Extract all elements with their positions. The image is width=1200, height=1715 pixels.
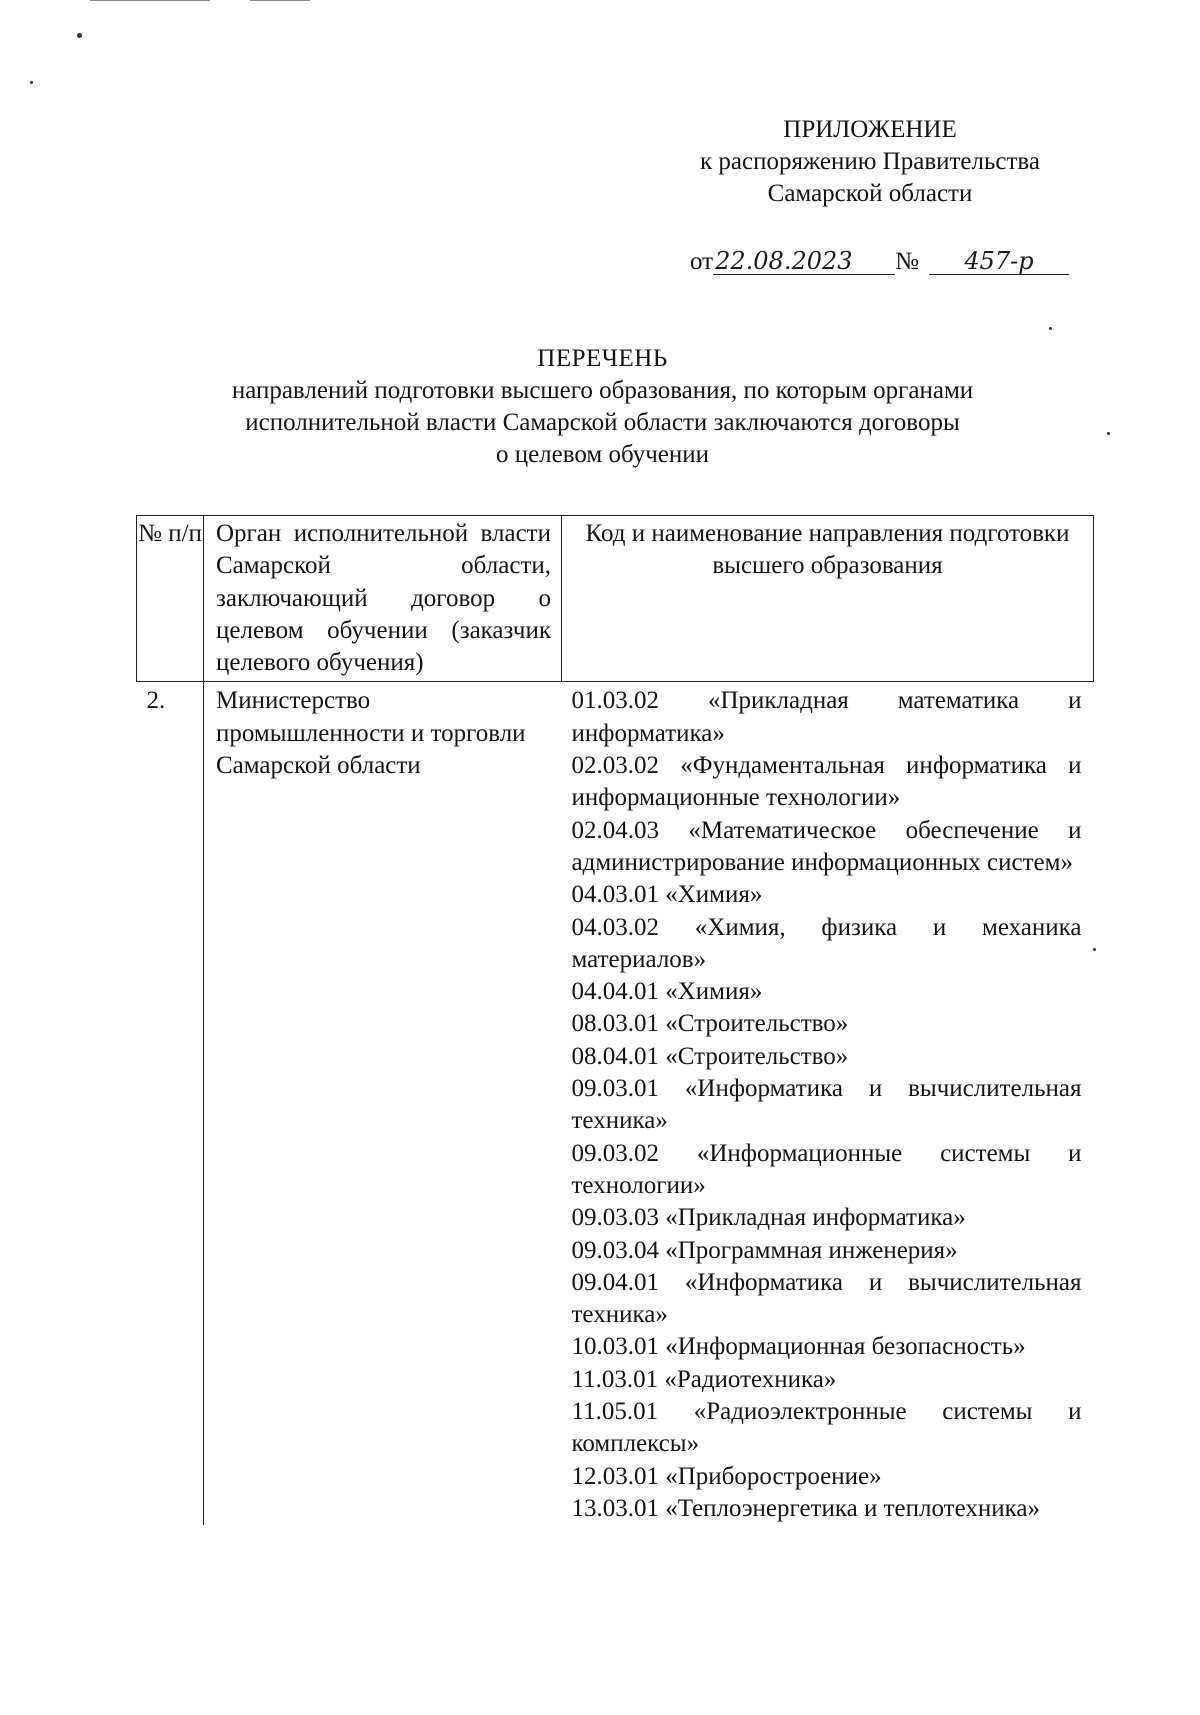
- row-organ: Министерство промышленности и торговли Самарской области: [216, 687, 526, 780]
- appendix-line: Самарской области: [767, 180, 973, 207]
- decree-number-label: №: [895, 248, 919, 275]
- code-item: 08.04.01 «Строительство»: [571, 1042, 849, 1070]
- code-item: 11.03.01 «Радиотехника»: [571, 1365, 837, 1393]
- code-item: 09.03.03 «Прикладная информатика»: [571, 1204, 966, 1232]
- code-item: 02.04.03 «Математическое обеспечение и администрирование информационных систем»: [571, 816, 1082, 876]
- table-row: [137, 682, 1094, 1525]
- code-item: 09.03.02 «Информационные системы и технологии»: [571, 1139, 1082, 1199]
- row-codes: [562, 682, 1094, 1525]
- list-heading: [150, 343, 1055, 471]
- code-item: 04.03.02 «Химия, физика и механика материалов»: [571, 913, 1082, 973]
- code-item: 13.03.01 «Теплоэнергетика и теплотехника»: [571, 1494, 1040, 1522]
- list-subtitle-line: исполнительной власти Самарской области заключаются договоры: [245, 409, 960, 436]
- list-title: ПЕРЕЧЕНЬ: [537, 345, 668, 372]
- scan-speck: [30, 81, 33, 84]
- appendix-title: ПРИЛОЖЕНИЕ: [783, 116, 957, 143]
- scan-speck: [77, 33, 82, 38]
- code-item: 09.03.01 «Информатика и вычислительная техника»: [571, 1075, 1082, 1135]
- list-subtitle-line: направлений подготовки высшего образования, по которым органами: [231, 377, 974, 404]
- decree-date: 22.08.2023: [713, 248, 895, 275]
- code-item: 04.04.01 «Химия»: [571, 978, 763, 1006]
- scan-artifact: [250, 0, 310, 1]
- header-organ: Орган исполнительной власти Самарской области, заключающий договор о целевом обучении (заказчик целевого обучения): [204, 516, 562, 682]
- decree-reference: [690, 248, 1069, 276]
- header-code: Код и наименование направления подготовки высшего образования: [562, 516, 1094, 682]
- scan-artifact: [90, 0, 210, 1]
- code-item: 09.03.04 «Программная инженерия»: [571, 1236, 958, 1264]
- scan-speck: [1049, 327, 1052, 330]
- appendix-block: [640, 114, 1100, 210]
- code-item: 01.03.02 «Прикладная математика и информатика»: [571, 687, 1082, 747]
- header-number: № п/п: [137, 516, 204, 682]
- code-item: 12.03.01 «Приборостроение»: [571, 1462, 882, 1490]
- code-item: 10.03.01 «Информационная безопасность»: [571, 1333, 1026, 1361]
- code-item: 11.05.01 «Радиоэлектронные системы и комплексы»: [571, 1398, 1082, 1458]
- list-subtitle-line: о целевом обучении: [495, 441, 710, 468]
- code-item: 08.03.01 «Строительство»: [571, 1010, 849, 1038]
- table-header-row: [137, 516, 1094, 682]
- scan-speck: [1107, 432, 1110, 435]
- row-number: 2.: [137, 682, 204, 1525]
- directions-table: [136, 515, 1094, 1525]
- decree-from-label: от: [690, 248, 714, 275]
- decree-number: 457-р: [929, 248, 1069, 275]
- code-item: 04.03.01 «Химия»: [571, 881, 763, 909]
- appendix-line: к распоряжению Правительства: [699, 148, 1040, 175]
- code-item: 02.03.02 «Фундаментальная информатика и информационные технологии»: [571, 752, 1082, 812]
- code-item: 09.04.01 «Информатика и вычислительная техника»: [571, 1268, 1082, 1329]
